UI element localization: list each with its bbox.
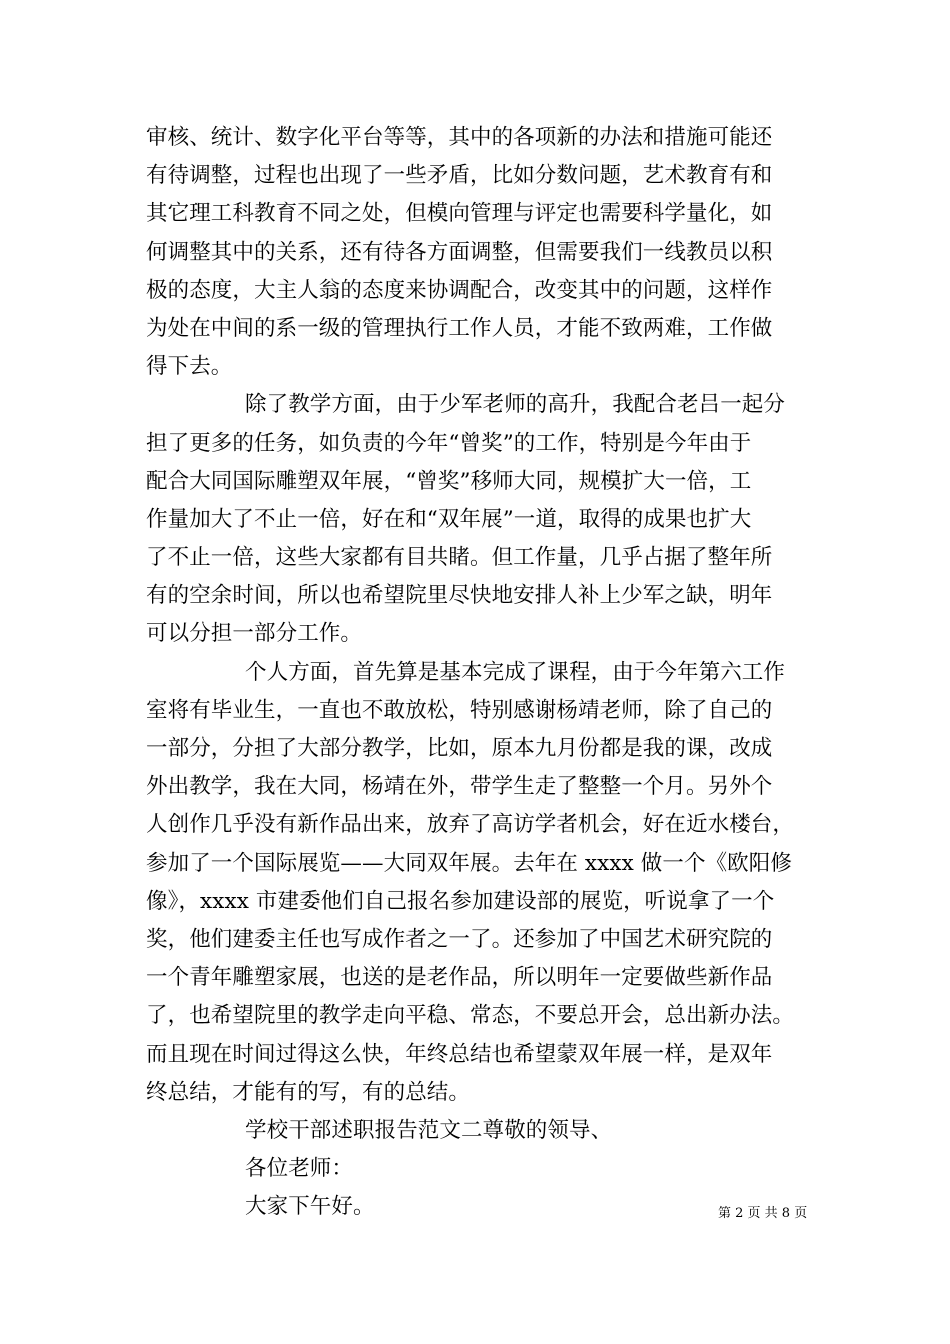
text-line: 了，也希望院里的教学走向平稳、常态，不要总开会，总出新办法。 [146,1003,795,1029]
text-line: 担了更多的任务，如负责的今年“曾奖”的工作，特别是今年由于 [146,430,752,456]
salutation-line: 各位老师： [245,1156,354,1182]
text-line: 人创作几乎没有新作品出来，放弃了高访学者机会，好在近水楼台， [146,812,795,838]
text-line: 极的态度，大主人翁的态度来协调配合，改变其中的问题，这样作 [146,277,773,303]
text-line: 其它理工科教育不同之处，但模向管理与评定也需要科学量化，如 [146,201,773,227]
text-line: 外出教学，我在大同，杨靖在外，带学生走了整整一个月。另外个 [146,774,773,800]
text-line: 为处在中间的系一级的管理执行工作人员，才能不致两难，工作做 [146,315,773,341]
paragraph-first-line: 个人方面，首先算是基本完成了课程，由于今年第六工作 [245,659,786,685]
text-line: 可以分担一部分工作。 [146,621,363,647]
text-line: 而且现在时间过得这么快，年终总结也希望蒙双年展一样，是双年 [146,1041,773,1067]
text-line: 像》，xxxx 市建委他们自己报名参加建设部的展览，听说拿了一个 [146,888,775,914]
page-number: 第 2 页 共 8 页 [718,1206,808,1221]
text-line: 作量加大了不止一倍，好在和“双年展”一道，取得的成果也扩大 [146,506,752,532]
text-line: 奖，他们建委主任也写成作者之一了。还参加了中国艺术研究院的 [146,926,773,952]
text-line: 室将有毕业生，一直也不敢放松，特别感谢杨靖老师，除了自己的 [146,697,773,723]
text-line: 终总结，才能有的写，有的总结。 [146,1079,471,1105]
text-line: 有的空余时间，所以也希望院里尽快地安排人补上少军之缺，明年 [146,583,773,609]
text-line: 得下去。 [146,354,233,380]
text-line: 配合大同国际雕塑双年展，“曾奖”移师大同，规模扩大一倍，工 [146,468,752,494]
text-line: 一个青年雕塑家展，也送的是老作品，所以明年一定要做些新作品 [146,965,773,991]
paragraph-first-line: 除了教学方面，由于少军老师的高升，我配合老吕一起分 [245,392,786,418]
greeting-line: 大家下午好。 [245,1194,375,1220]
document-body [146,119,811,1226]
text-line: 有待调整，过程也出现了一些矛盾，比如分数问题，艺术教育有和 [146,163,773,189]
text-line: 审核、统计、数字化平台等等，其中的各项新的办法和措施可能还 [146,125,773,150]
text-line: 何调整其中的关系，还有待各方面调整，但需要我们一线教员以积 [146,239,773,265]
report-title-line: 学校干部述职报告范文二尊敬的领导、 [245,1117,613,1143]
text-line: 了不止一倍，这些大家都有目共睹。但工作量，几乎占据了整年所 [146,545,773,571]
text-line: 一部分，分担了大部分教学，比如，原本九月份都是我的课，改成 [146,736,773,761]
text-line: 参加了一个国际展览——大同双年展。去年在 xxxx 做一个《欧阳修 [146,850,792,876]
